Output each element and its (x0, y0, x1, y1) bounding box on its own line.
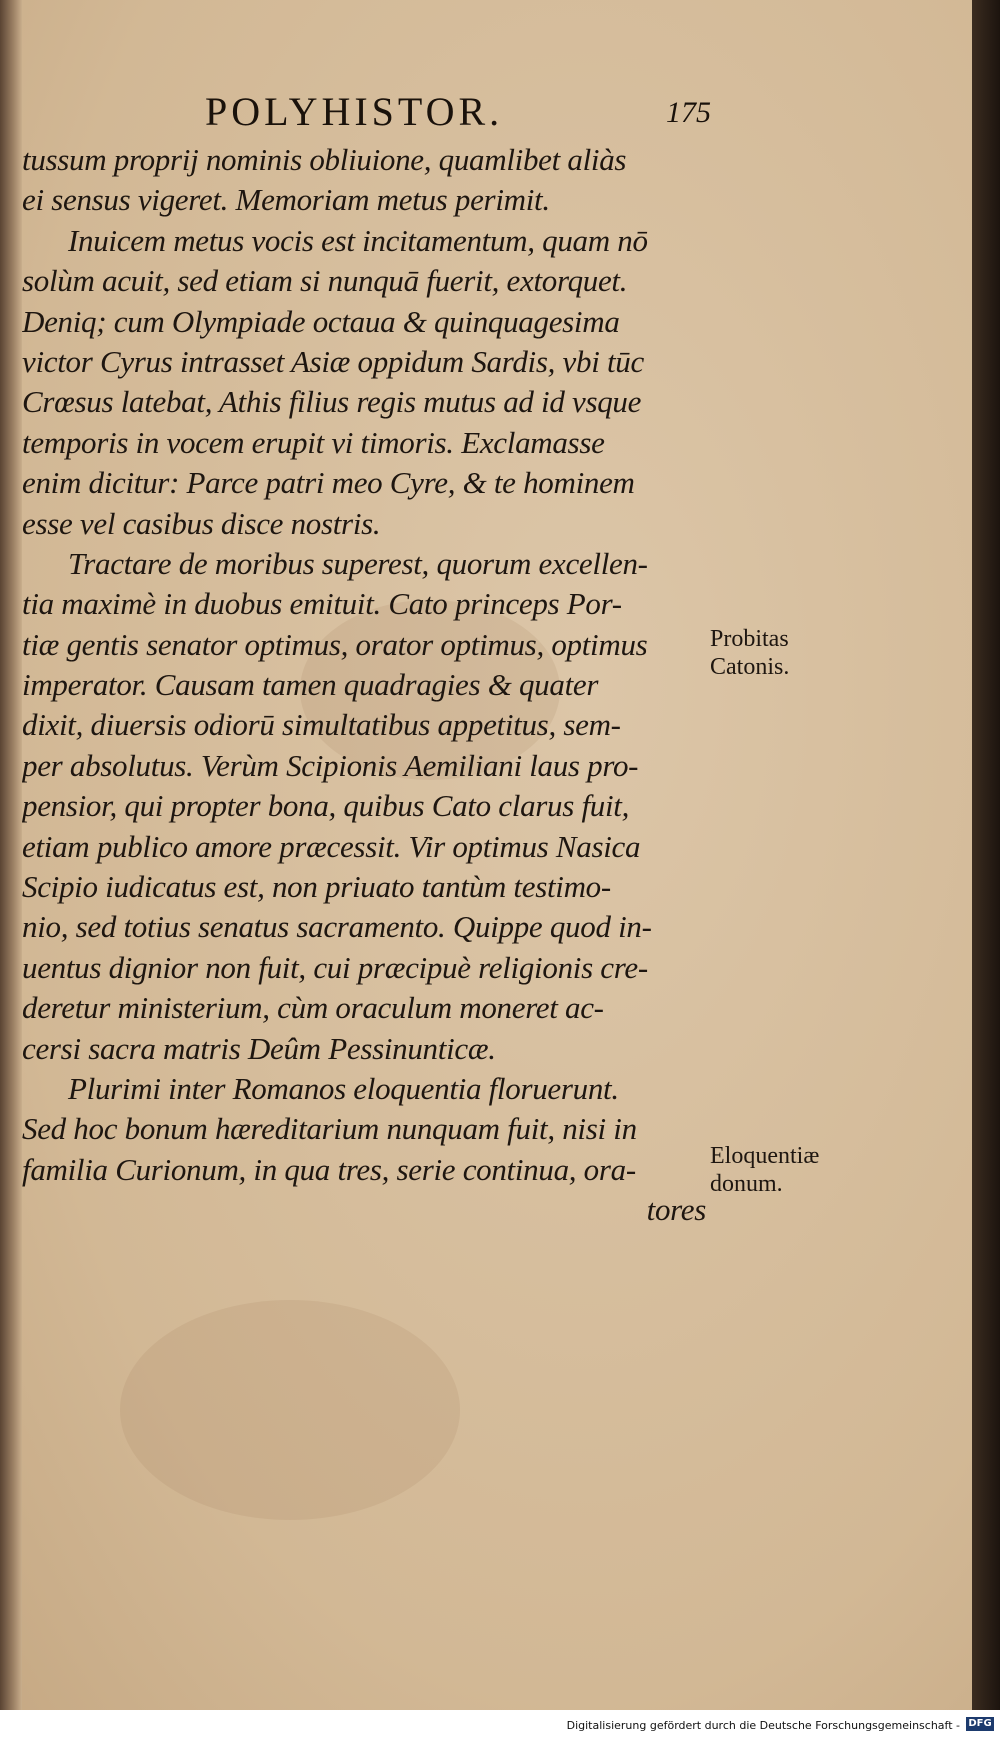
text-line: solùm acuit, sed etiam si nunquā fuerit, extorquet. (22, 263, 628, 299)
text-line: nio, sed totius senatus sacramento. Quippe quod in- (22, 909, 652, 945)
marginal-note-line: Probitas (710, 626, 789, 652)
catchword: tores (646, 1192, 706, 1228)
text-line: per absolutus. Verùm Scipionis Aemiliani laus pro- (22, 747, 639, 783)
page-number: 175 (666, 96, 711, 129)
text-line: tiæ gentis senator optimus, orator optimus, optimus (22, 626, 648, 662)
text-line: cersi sacra matris Deûm Pessinunticæ. (22, 1030, 496, 1066)
text-line: esse vel casibus disce nostris. (22, 505, 381, 541)
text-line: victor Cyrus intrasset Asiæ oppidum Sardis, vbi tūc (22, 343, 644, 379)
paper-stain (120, 1300, 460, 1520)
text-line: Deniq; cum Olympiade octaua & quinquagesima (22, 303, 620, 339)
dfg-logo: DFG (966, 1717, 994, 1731)
marginal-note-probitas (710, 625, 789, 681)
text-line: Sed hoc bonum hæreditarium nunquam fuit, nisi in (22, 1111, 637, 1147)
text-line: imperator. Causam tamen quadragies & quater (22, 667, 599, 703)
text-line: Inuicem metus vocis est incitamentum, quam nō (68, 222, 648, 258)
text-line: ei sensus vigeret. Memoriam metus perimit. (22, 182, 550, 218)
marginal-note-line: Eloquentiæ (710, 1143, 820, 1169)
marginal-note-line: donum. (710, 1171, 783, 1197)
marginal-note-eloquentia (710, 1142, 819, 1198)
text-line: enim dicitur: Parce patri meo Cyre, & te hominem (22, 465, 635, 501)
running-head: POLYHISTOR. (205, 89, 504, 134)
text-line: dixit, diuersis odiorū simultatibus appetitus, sem- (22, 707, 621, 743)
page-edge (972, 0, 1000, 1710)
text-line: Plurimi inter Romanos eloquentia floruerunt. (68, 1070, 619, 1106)
text-line: tia maximè in duobus emituit. Cato princeps Por- (22, 586, 622, 622)
text-line: etiam publico amore præcessit. Vir optimus Nasica (22, 828, 641, 864)
text-line: Crœsus latebat, Athis filius regis mutus ad id vsque (22, 384, 642, 420)
text-line: Tractare de moribus superest, quorum excellen- (68, 545, 648, 581)
page-binding-shadow (0, 0, 22, 1710)
text-line: uentus dignior non fuit, cui præcipuè religionis cre- (22, 949, 648, 985)
text-line: tussum proprij nominis obliuione, quamlibet aliàs (22, 142, 627, 177)
text-line: deretur ministerium, cùm oraculum moneret ac- (22, 990, 604, 1026)
text-line: familia Curionum, in qua tres, serie continua, ora- (22, 1151, 636, 1187)
text-line: temporis in vocem erupit vi timoris. Exclamasse (22, 424, 605, 460)
marginal-note-line: Catonis. (710, 654, 790, 680)
text-line: pensior, qui propter bona, quibus Cato clarus fuit, (22, 788, 630, 824)
main-text (22, 140, 714, 1231)
text-line: Scipio iudicatus est, non priuato tantùm testimo- (22, 869, 611, 905)
digitization-credit: Digitalisierung gefördert durch die Deutsche Forschungsgemeinschaft - (566, 1719, 960, 1732)
